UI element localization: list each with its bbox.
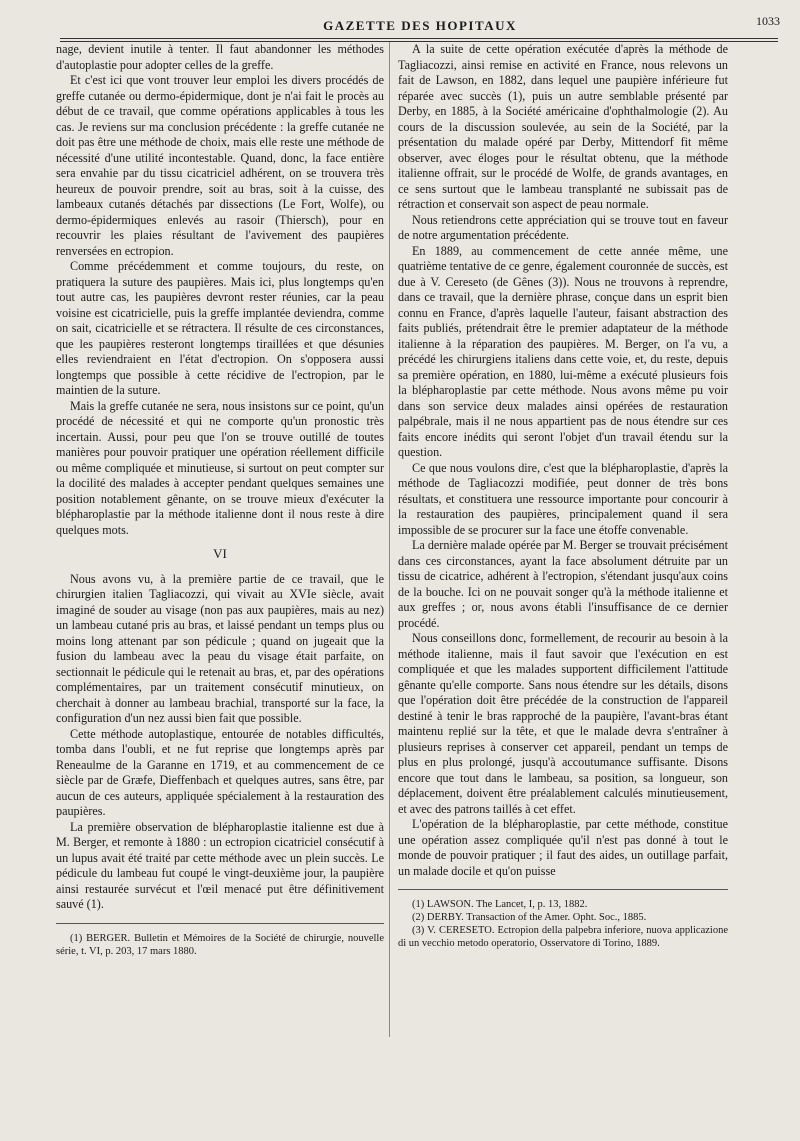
paragraph: L'opération de la blépharoplastie, par cette méthode, constitue une opération assez compliquée qu'il n'est pas donné à tout le monde de pouvoir pratiquer ; il faut des aides, un outillage parfait, un malade docile et qu'on puisse (398, 817, 728, 878)
footnotes (56, 932, 384, 958)
paragraph: Nous avons vu, à la première partie de ce travail, que le chirurgien italien Tagliacozzi, qui vivait au XVIe siècle, avait imaginé de souder au visage (non pas aux paupières, mais au nez) un lambeau cutané pris au bras, et laissé pendant un temps plus ou moins long attenant par son pédicule ; quand on jugeait que la fusion du lambeau avec la peau du visage était parfaite, on sectionnait le pédicule qui le retenait au bras, et, par des opérations complémentaires, par un traitement consécutif minutieux, on cherchait à donner au lambeau brachial, transporté sur la face, la configuration d'un nez aussi bien fait que possible. (56, 571, 384, 725)
paragraph: La dernière malade opérée par M. Berger se trouvait précisément dans ces circonstances, ayant la face absolument détruite par un tissu de cicatrice, adhérent à l'ectropion, s'étendant jusqu'aux coins de la bouche. Ici on ne pouvait songer qu'à la méthode italienne et aux greffes ; or, nous avons établi l'insuffisance de ce dernier procédé. (398, 538, 728, 630)
paragraph: A la suite de cette opération exécutée d'après la méthode de Tagliacozzi, ainsi remise en activité en France, nous relevons un fait de Lawson, en 1882, dans lequel une paupière inférieure fut réparée avec succès (1), puis un autre semblable présenté par Derby, en 1885, à la Société américaine d'ophthalmologie (2). Au cours de la discussion soulevée, au sein de la Société, par la présentation du malade opéré par Derby, Mittendorf fit même observer, avec éloges pour le résultat obtenu, que la méthode italienne offrait, sur le procédé de Wolfe, de grands avantages, en ce sens surtout que le lambeau transplanté ne subissait pas de rétraction et conservait son aspect de peau normale. (398, 42, 728, 211)
section-title: VI (213, 546, 227, 561)
paragraph: Comme précédemment et comme toujours, du reste, on pratiquera la suture des paupières. Mais ici, plus longtemps qu'en tout autre cas, les paupières devront rester réunies, car la peau voisine est cicatricielle, puis la greffe implantée deviendra, comme on sait, cicatricielle et se rétractera. Il résulte de ces circonstances, que les paupières resteront longtemps tiraillées et que désunies elles reviendraient en l'état d'ectropion. On s'opposera aussi longtemps que possible à cette récidive de l'ectropion, par le maintien de la suture. (56, 259, 384, 397)
footnote: (3) V. CERESETO. Ectropion della palpebra inferiore, nuova applicazione di un vecchio metodo operatorio, Osservatore di Torino, 1889. (398, 925, 728, 949)
page-header (60, 6, 780, 34)
footnote-rule (56, 923, 384, 924)
paragraph: Ce que nous voulons dire, c'est que la blépharoplastie, d'après la méthode de Tagliacozzi modifiée, peut donner de très bons résultats, et constituera une ressource importante pour concourir à la restauration des paupières, principalement quand il sera impossible de se procurer sur la face une étoffe convenable. (398, 460, 728, 537)
paragraph: Nous retiendrons cette appréciation qui se trouve tout en faveur de notre argumentation précédente. (398, 212, 728, 242)
paragraph: Cette méthode autoplastique, entourée de notables difficultés, tomba dans l'oubli, et ne fut reprise que longtemps après par Reneaulme de la Garanne en 1719, et au commencement de ce siècle par de Græfe, Dieffenbach et quelques autres, sans être, par aucun de ces auteurs, appliquée spécialement à la restauration des paupières. (56, 726, 384, 818)
right-column (398, 42, 728, 950)
footnote: (1) LAWSON. The Lancet, I, p. 13, 1882. (412, 899, 588, 910)
paragraph: Nous conseillons donc, formellement, de recourir au besoin à la méthode italienne, mais il faut savoir que l'exécution en est compliquée et que les malades supportent difficilement l'attitude gênante qu'elle comporte. Sans nous étendre sur les détails, disons que l'opération doit être précédée de la construction de l'appareil destiné à tenir le bras rapproché de la paupière, l'avant-bras étant maintenu replié sur la tête, et que le malade devra s'entraîner à plusieurs reprises à conserver cet appareil, pendant un temps de plus en plus prolongé, jusqu'à accoutumance suffisante. Disons encore que tout dans le lambeau, sa position, sa longueur, son déplacement, doivent être préalablement calculés minutieusement, et avec des patrons taillés à cet effet. (398, 631, 728, 816)
paragraph: En 1889, au commencement de cette année même, une quatrième tentative de ce genre, également couronnée de succès, est due à V. Cereseto (de Gênes (3)). Nous ne trouvons à reprendre, dans ce travail, que la dernière phrase, conçue dans un esprit bien connu en France, d'après laquelle l'auteur, faisant abstraction des faits publiés, prétendrait être le premier adaptateur de la méthode italienne à la réparation des paupières. M. Berger, on l'a vu, a précédé les chirurgiens italiens dans cette voie, et, du reste, depuis sa première opération, en 1880, lui-même a exécuté plusieurs fois la blépharoplastie par cette méthode. Nous avons même pu voir dans son service deux malades ainsi opérées de restauration palpébrale, mais il ne nous appartient pas de nous étendre sur ces faits encore inédits qui seront l'objet d'un travail étendu sur la question. (398, 243, 728, 459)
footnote: (2) DERBY. Transaction of the Amer. Opht. Soc., 1885. (412, 912, 647, 923)
paragraph: Mais la greffe cutanée ne sera, nous insistons sur ce point, qu'un procédé de nécessité et qui ne comporte qu'un pronostic très incertain. Aussi, pour peu que l'on se trouve outillé de toutes manières pour pouvoir pratiquer une opération réellement difficile ou même compliquée et minutieuse, si surtout on peut compter sur la docilité des malades à accepter pendant quelques semaines une position notablement gênante, on se trouve mieux d'exécuter la blépharoplastie par la méthode italienne dont il nous reste à dire quelques mots. (56, 398, 384, 537)
page-number: 1033 (756, 14, 780, 28)
running-title: GAZETTE DES HOPITAUX (323, 18, 517, 33)
paragraph: Et c'est ici que vont trouver leur emploi les divers procédés de greffe cutanée ou dermo-épidermique, dont je n'ai fait le procès au début de ce travail, que comme opérations applicables à tous les cas. Je reviens sur ma conclusion précédente : la greffe cutanée ne doit pas être une méthode de choix, mais elle reste une méthode de nécessité d'une utilité incontestable. Quand, donc, la face entière sera envahie par du tissu cicatriciel adhérent, on se trouvera très heureux de pouvoir prendre, soit au bras, soit à la cuisse, des lambeaux cutanés détachés par dissections (Le Fort, Wolfe), ou dermo-épidermiques enlevés au rasoir (Thiersch), pour en recouvrir les plaies résultant de l'avivement des paupières renversées en ectropion. (56, 73, 384, 258)
paragraph: La première observation de blépharoplastie italienne est due à M. Berger, et remonte à 1880 : un ectropion cicatriciel consécutif à un lupus avait été traité par cette méthode avec un plein succès. Le pédicule du lambeau fut coupé le vingt-deuxième jour, la paupière ainsi restaurée survécut et l'œil menacé put être définitivement sauvé (1). (56, 819, 384, 911)
header-rule (60, 38, 778, 39)
column-divider (389, 42, 390, 1037)
footnotes (398, 898, 728, 950)
footnote: (1) BERGER. Bulletin et Mémoires de la Société de chirurgie, nouvelle série, t. VI, p. 203, 17 mars 1880. (56, 932, 384, 957)
left-column (56, 42, 384, 958)
footnote-rule (398, 889, 728, 890)
paragraph: nage, devient inutile à tenter. Il faut abandonner les méthodes d'autoplastie pour adopter celles de la greffe. (56, 42, 384, 72)
